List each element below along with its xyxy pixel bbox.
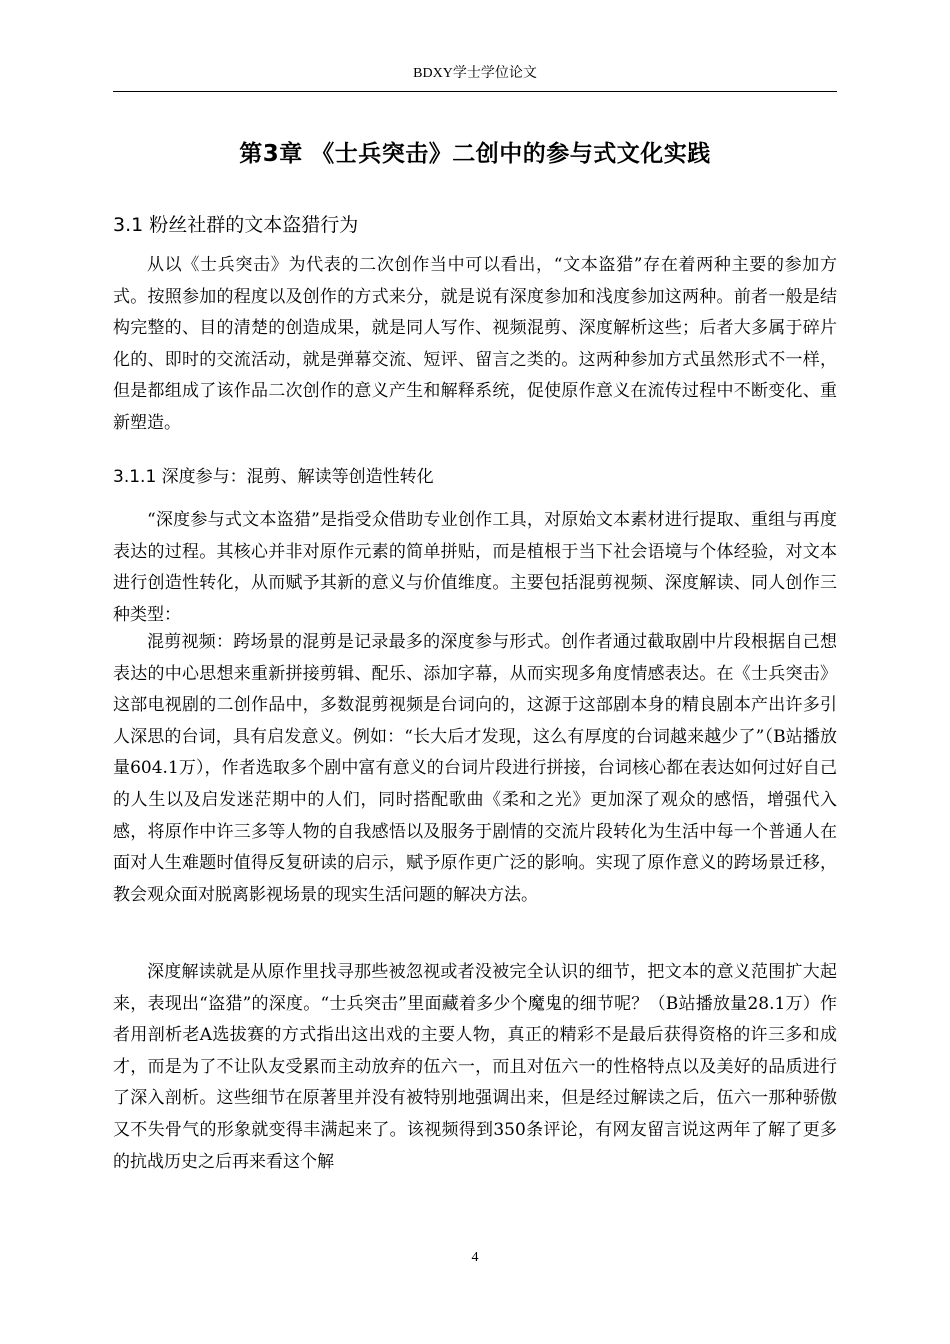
header-divider [113, 91, 837, 92]
body-paragraph: 混剪视频：跨场景的混剪是记录最多的深度参与形式。创作者通过截取剧中片段根据自己想表达的中心思想来重新拼接剪辑、配乐、添加字幕，从而实现多角度情感表达。在《士兵突击》这部电视剧的二创作品中，多数混剪视频是台词向的，这源于这部剧本身的精良剧本产出许多引人深思的台词，具有启发意义。例如：“长大后才发现，这么有厚度的台词越来越少了”（B站播放量604.1万），作者选取多个剧中富有意义的台词片段进行拼接，台词核心都在表达如何过好自己的人生以及启发迷茫期中的人们，同时搭配歌曲《柔和之光》更加深了观众的感悟，增强代入感，将原作中许三多等人物的自我感悟以及服务于剧情的交流片段转化为生活中每一个普通人在面对人生难题时值得反复研读的启示，赋予原作更广泛的影响。实现了原作意义的跨场景迁移，教会观众面对脱离影视场景的现实生活问题的解决方法。 [113, 632, 837, 905]
chapter-title: 第3章 《士兵突击》二创中的参与式文化实践 [239, 141, 711, 167]
page-number: 4 [471, 1250, 479, 1265]
running-header: BDXY学士学位论文 [413, 66, 537, 81]
subsection-heading: 3.1.1 深度参与：混剪、解读等创造性转化 [113, 467, 434, 487]
section-heading: 3.1 粉丝社群的文本盗猎行为 [113, 214, 359, 236]
body-paragraph: “深度参与式文本盗猎”是指受众借助专业创作工具，对原始文本素材进行提取、重组与再度表达的过程。其核心并非对原作元素的简单拼贴，而是植根于当下社会语境与个体经验，对文本进行创造性转化，从而赋予其新的意义与价值维度。主要包括混剪视频、深度解读、同人创作三种类型： [113, 510, 837, 625]
body-paragraph: 从以《士兵突击》为代表的二次创作当中可以看出，“文本盗猎”存在着两种主要的参加方式。按照参加的程度以及创作的方式来分，就是说有深度参加和浅度参加这两种。前者一般是结构完整的、目的清楚的创造成果，就是同人写作、视频混剪、深度解析这些；后者大多属于碎片化的、即时的交流活动，就是弹幕交流、短评、留言之类的。这两种参加方式虽然形式不一样，但是都组成了该作品二次创作的意义产生和解释系统，促使原作意义在流传过程中不断变化、重新塑造。 [113, 255, 837, 433]
body-paragraph: 深度解读就是从原作里找寻那些被忽视或者没被完全认识的细节，把文本的意义范围扩大起来，表现出“盗猎”的深度。“士兵突击”里面藏着多少个魔鬼的细节呢？（B站播放量28.1万）作者用剖析老A选拔赛的方式指出这出戏的主要人物，真正的精彩不是最后获得资格的许三多和成才，而是为了不让队友受累而主动放弃的伍六一，而且对伍六一的性格特点以及美好的品质进行了深入剖析。这些细节在原著里并没有被特别地强调出来，但是经过解读之后，伍六一那种骄傲又不失骨气的形象就变得丰满起来了。该视频得到350条评论，有网友留言说这两年了解了更多的抗战历史之后再来看这个解 [113, 962, 837, 1172]
